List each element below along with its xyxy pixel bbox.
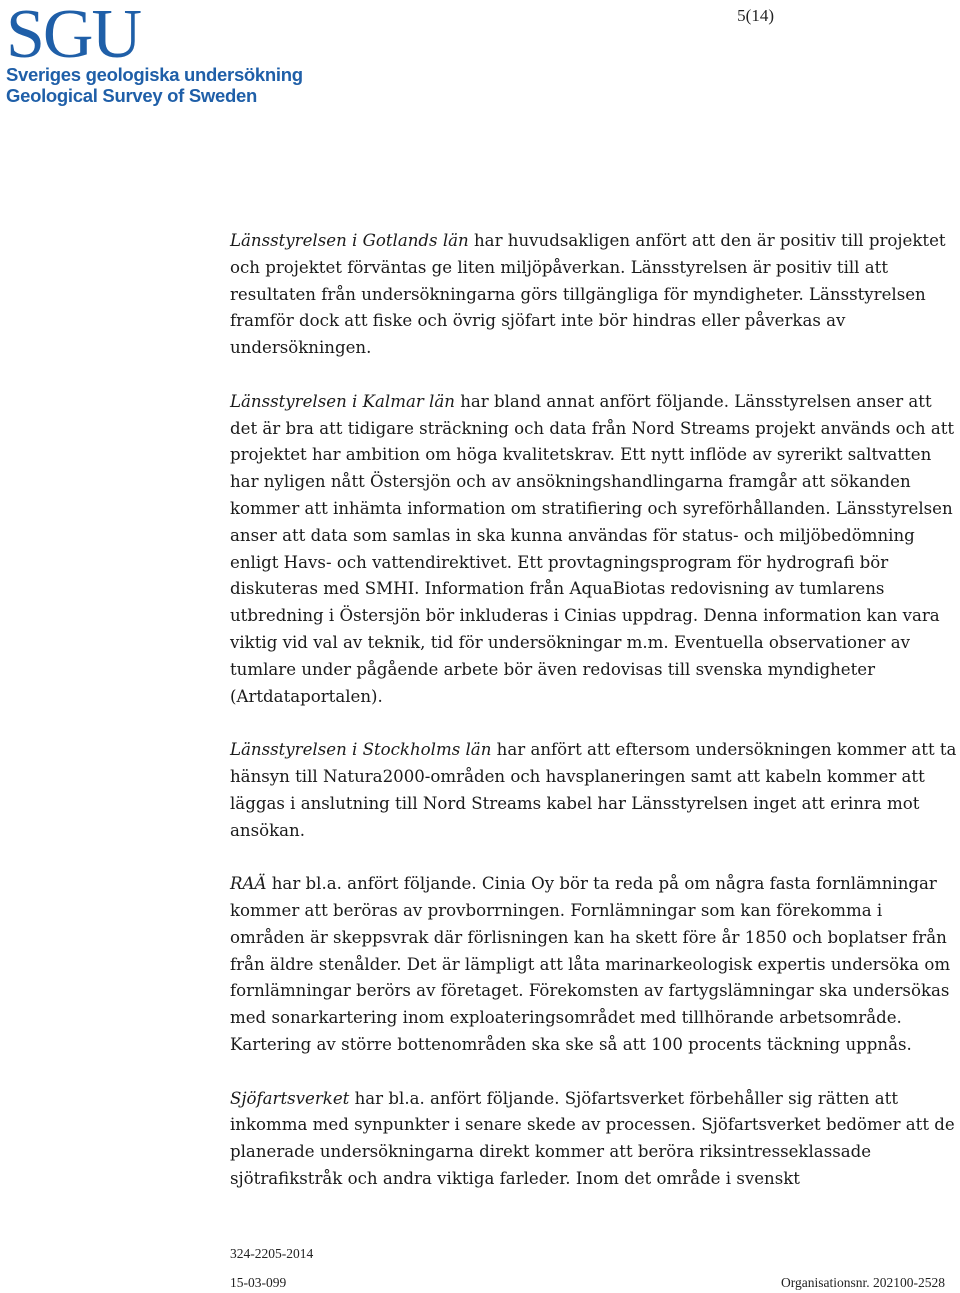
paragraph-text: har bl.a. anfört följande. Sjöfartsverket förbehåller sig rätten att inkomma med synpunkter i senare skede av processen. Sjöfartsverket bedömer att de planerade undersökningarna direkt kommer att beröra riksintresseklassade sjötrafikstråk och andra viktiga farleder. Inom det område i svenskt	[230, 1088, 955, 1188]
paragraph-sjofartsverket	[230, 1086, 960, 1193]
paragraph-lead: Sjöfartsverket	[230, 1088, 350, 1108]
paragraph-text: har huvudsakligen anfört att den är positiv till projektet och projektet förväntas ge liten miljöpåverkan. Länsstyrelsen är positiv till att resultaten från undersökningarna görs tillgängliga för myndigheter. Länsstyrelsen framför dock att fiske och övrig sjöfart inte bör hindras eller påverkas av undersökningen.	[230, 231, 946, 358]
paragraph-gotland	[230, 228, 960, 362]
sgu-logo	[6, 0, 303, 106]
logo-name-english: Geological Survey of Sweden	[6, 85, 257, 106]
footer-org-number: Organisationsnr. 202100-2528	[781, 1275, 945, 1290]
footer-reference: 324-2205-2014	[230, 1246, 314, 1261]
paragraph-lead: Länsstyrelsen i Stockholms län	[230, 740, 492, 760]
logo-mark: SGU	[6, 0, 141, 73]
paragraph-kalmar	[230, 389, 960, 711]
footer-bottom	[230, 1275, 945, 1291]
document-body	[230, 228, 960, 1219]
page-number: 5(14)	[737, 6, 774, 25]
paragraph-lead: Länsstyrelsen i Kalmar län	[230, 391, 455, 411]
paragraph-text: har anfört att eftersom undersökningen kommer att ta hänsyn till Natura2000-områden och havsplaneringen samt att kabeln kommer att läggas i anslutning till Nord Streams kabel har Länsstyrelsen inget att erinra mot ansökan.	[230, 740, 957, 840]
footer-date: 15-03-099	[230, 1275, 287, 1290]
logo-name-swedish: Sveriges geologiska undersökning	[6, 64, 303, 85]
paragraph-stockholm	[230, 737, 960, 844]
paragraph-raa	[230, 871, 960, 1059]
paragraph-lead: RAÄ	[230, 874, 267, 894]
paragraph-lead: Länsstyrelsen i Gotlands län	[230, 231, 469, 250]
paragraph-text: har bl.a. anfört följande. Cinia Oy bör ta reda på om några fasta fornlämningar kommer att beröras av provborrningen. Fornlämningar som kan förekomma i områden är skeppsvrak där förlisningen kan ha skett före år 1850 och boplatser från från äldre stenålder. Det är lämpligt att låta marinarkeologisk expertis undersöka om fornlämningar berörs av företaget. Förekomsten av fartygslämningar ska undersökas med sonarkartering inom exploateringsområdet med tillhörande arbetsområde. Kartering av större bottenområden ska ske så att 100 procents täckning uppnås.	[230, 874, 951, 1054]
paragraph-text: har bland annat anfört följande. Länsstyrelsen anser att det är bra att tidigare sträckning och data från Nord Streams projekt används och att projektet har ambition om höga kvalitetskrav. Ett nytt inflöde av syrerikt saltvatten har nyligen nått Östersjön och av ansökningshandlingarna framgår att sökanden kommer att inhämta information om stratifiering och syreförhållanden. Länsstyrelsen anser att data som samlas in ska kunna användas för status- och miljöbedömning enligt Havs- och vattendirektivet. Ett provtagningsprogram för hydrografi bör diskuteras med SMHI. Information från AquaBiotas redovisning av tumlarens utbredning i Östersjön bör inkluderas i Cinias uppdrag. Denna information kan vara viktig vid val av teknik, tid för undersökningar m.m. Eventuella observationer av tumlare under pågående arbete bör även redovisas till svenska myndigheter (Artdataportalen).	[230, 391, 955, 706]
